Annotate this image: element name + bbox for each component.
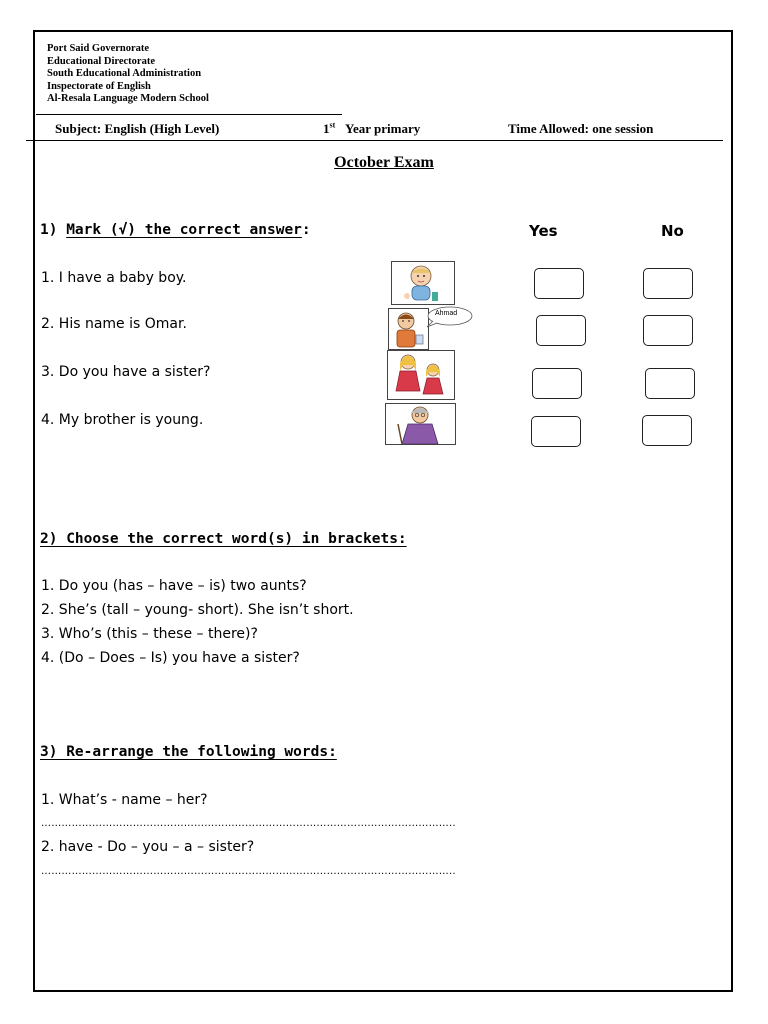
- school-header: [47, 43, 209, 106]
- grade-suffix: st: [329, 120, 336, 130]
- q2-item-1: 1. Do you (has – have – is) two aunts?: [41, 578, 307, 594]
- speech-bubble: [425, 305, 473, 329]
- subject-label: Subject: English (High Level): [55, 121, 220, 136]
- yes-column-label: Yes: [529, 222, 558, 240]
- q1-item-1: 1. I have a baby boy.: [41, 270, 187, 286]
- q1-heading: [40, 222, 311, 238]
- header-line-school: Al-Resala Language Modern School: [47, 93, 209, 105]
- grade-number: 1: [323, 121, 330, 136]
- q3-item-2: 2. have - Do – you – a – sister?: [41, 839, 255, 855]
- q3-item-1: 1. What’s - name – her?: [41, 792, 208, 808]
- q3-heading-text: 3) Re-arrange the following words:: [40, 744, 337, 760]
- two-girls-icon: [387, 350, 455, 400]
- q2-item-3: 3. Who’s (this – these – there)?: [41, 626, 258, 642]
- no-checkbox-1[interactable]: [643, 268, 693, 299]
- no-checkbox-4[interactable]: [642, 415, 692, 446]
- q3-heading: [40, 744, 337, 760]
- subject-divider: [26, 140, 723, 141]
- exam-title-text: October Exam: [334, 154, 434, 171]
- answer-line-2[interactable]: …………………………………………………………………………………………………………..: [41, 866, 456, 877]
- boy-with-speech-bubble-icon: [388, 308, 429, 350]
- yes-checkbox-4[interactable]: [531, 416, 581, 447]
- q1-heading-colon: :: [301, 222, 311, 238]
- header-divider: [36, 114, 342, 115]
- q2-item-2: 2. She’s (tall – young- short). She isn’t short.: [41, 602, 354, 618]
- q1-item-3: 3. Do you have a sister?: [41, 364, 211, 380]
- q1-heading-number: 1): [40, 222, 67, 238]
- q2-heading-text: 2) Choose the correct word(s) in brackets:: [40, 531, 407, 547]
- speech-bubble-text: Ahmad: [435, 310, 458, 317]
- baby-icon: [391, 261, 455, 305]
- q1-item-4: 4. My brother is young.: [41, 412, 204, 428]
- no-checkbox-3[interactable]: [645, 368, 695, 399]
- yes-checkbox-3[interactable]: [532, 368, 582, 399]
- header-line-administration: South Educational Administration: [47, 68, 202, 80]
- header-line-governorate: Port Said Governorate: [47, 43, 150, 54]
- header-line-directorate: Educational Directorate: [47, 55, 155, 67]
- old-woman-icon: [385, 403, 456, 445]
- header-line-inspectorate: Inspectorate of English: [47, 80, 151, 92]
- answer-line-1[interactable]: …………………………………………………………………………………………………………..: [41, 818, 456, 829]
- grade-text: Year primary: [345, 121, 421, 136]
- yes-checkbox-2[interactable]: [536, 315, 586, 346]
- no-checkbox-2[interactable]: [643, 315, 693, 346]
- exam-title: [0, 154, 768, 172]
- q1-heading-text: Mark (√) the correct answer: [66, 222, 302, 238]
- no-column-label: No: [661, 222, 684, 240]
- q1-item-2: 2. His name is Omar.: [41, 316, 187, 332]
- grade-label: [323, 121, 420, 137]
- time-allowed: Time Allowed: one session: [508, 121, 654, 136]
- q2-heading: [40, 531, 407, 547]
- q2-item-4: 4. (Do – Does – Is) you have a sister?: [41, 650, 300, 666]
- yes-checkbox-1[interactable]: [534, 268, 584, 299]
